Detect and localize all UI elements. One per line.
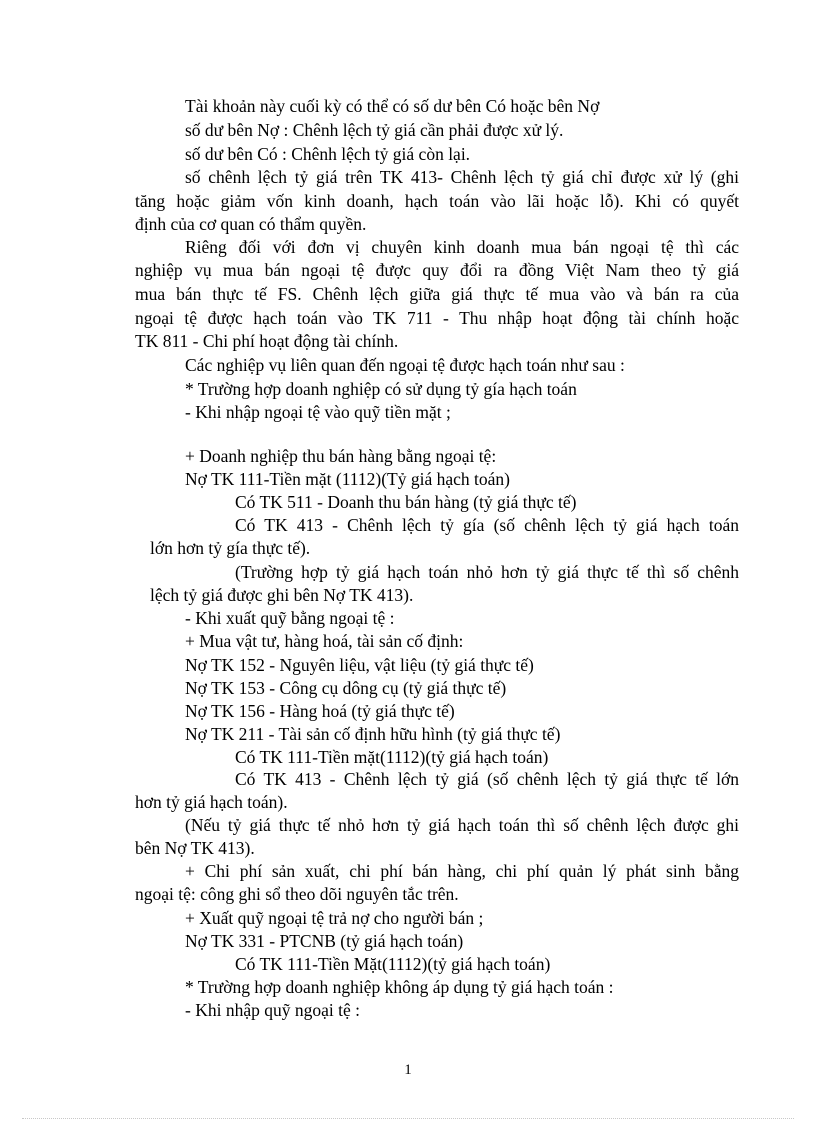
text-line: Có TK 511 - Doanh thu bán hàng (tỷ giá thực tế) bbox=[235, 492, 577, 512]
text-line: Có TK 111-Tiền mặt(1112)(tỷ giá hạch toán) bbox=[235, 747, 549, 767]
text-line: lệch tỷ giá được ghi bên Nợ TK 413). bbox=[150, 585, 414, 605]
text-line: Nợ TK 153 - Công cụ dông cụ (tỷ giá thực tế) bbox=[185, 678, 507, 698]
text-line: Các nghiệp vụ liên quan đến ngoại tệ được hạch toán như sau : bbox=[185, 355, 625, 375]
text-line: + Chi phí sản xuất, chi phí bán hàng, chi phí quản lý phát sinh bằng bbox=[185, 861, 739, 881]
text-line: Nợ TK 156 - Hàng hoá (tỷ giá thực tế) bbox=[185, 701, 455, 721]
text-line: TK 811 - Chi phí hoạt động tài chính. bbox=[135, 331, 399, 351]
text-line: + Mua vật tư, hàng hoá, tài sản cố định: bbox=[185, 631, 464, 651]
text-line: ngoại tệ được hạch toán vào TK 711 - Thu nhập hoạt động tài chính hoặc bbox=[135, 308, 739, 328]
text-line: tăng hoặc giảm vốn kinh doanh, hạch toán vào lãi hoặc lỗ). Khi có quyết bbox=[135, 191, 739, 211]
text-line: * Trường hợp doanh nghiệp không áp dụng tỷ giá hạch toán : bbox=[185, 977, 614, 997]
page-footer-divider bbox=[22, 1118, 794, 1119]
page-number: 1 bbox=[404, 1062, 412, 1078]
text-line: số chênh lệch tỷ giá trên TK 413- Chênh lệch tỷ giá chỉ được xử lý (ghi bbox=[185, 167, 739, 187]
text-line: * Trường hợp doanh nghiệp có sử dụng tỷ gía hạch toán bbox=[185, 379, 577, 399]
text-line: hơn tỷ giá hạch toán). bbox=[135, 792, 288, 812]
text-line: lớn hơn tỷ gía thực tế). bbox=[150, 538, 311, 558]
text-line: nghiệp vụ mua bán ngoại tệ được quy đổi ra đồng Việt Nam theo tỷ giá bbox=[135, 260, 739, 280]
text-line: + Doanh nghiệp thu bán hàng bằng ngoại tệ: bbox=[185, 446, 497, 466]
text-line: Nợ TK 211 - Tài sản cố định hữu hình (tỷ giá thực tế) bbox=[185, 724, 561, 744]
text-line: (Nếu tỷ giá thực tế nhỏ hơn tỷ giá hạch toán thì số chênh lệch được ghi bbox=[185, 815, 739, 835]
text-line: - Khi nhập quỹ ngoại tệ : bbox=[185, 1000, 360, 1020]
text-line: mua bán thực tế FS. Chênh lệch giữa giá thực tế mua vào và bán ra của bbox=[135, 284, 739, 304]
text-line: bên Nợ TK 413). bbox=[135, 838, 255, 858]
text-line: Nợ TK 152 - Nguyên liệu, vật liệu (tỷ giá thực tế) bbox=[185, 655, 534, 675]
text-line: số dư bên Nợ : Chênh lệch tỷ giá cần phải được xử lý. bbox=[185, 120, 564, 140]
text-line: - Khi xuất quỹ bằng ngoại tệ : bbox=[185, 608, 395, 628]
text-line: định của cơ quan có thẩm quyền. bbox=[135, 214, 367, 234]
text-line: số dư bên Có : Chênh lệch tỷ giá còn lại. bbox=[185, 144, 471, 164]
text-line: Tài khoản này cuối kỳ có thể có số dư bên Có hoặc bên Nợ bbox=[185, 96, 600, 116]
text-line: Riêng đối với đơn vị chuyên kinh doanh mua bán ngoại tệ thì các bbox=[185, 237, 739, 257]
text-line: - Khi nhập ngoại tệ vào quỹ tiền mặt ; bbox=[185, 402, 451, 422]
text-line: Có TK 413 - Chênh lệch tỷ gía (số chênh lệch tỷ giá hạch toán bbox=[235, 515, 739, 535]
text-line: (Trường hợp tỷ giá hạch toán nhỏ hơn tỷ giá thực tế thì số chênh bbox=[235, 562, 739, 582]
text-line: + Xuất quỹ ngoại tệ trả nợ cho người bán ; bbox=[185, 908, 484, 928]
text-line: Nợ TK 111-Tiền mặt (1112)(Tỷ giá hạch toán) bbox=[185, 469, 510, 489]
text-line: ngoại tệ: công ghi sổ theo dõi nguyên tắc trên. bbox=[135, 884, 459, 904]
text-line: Nợ TK 331 - PTCNB (tỷ giá hạch toán) bbox=[185, 931, 464, 951]
text-line: Có TK 111-Tiền Mặt(1112)(tỷ giá hạch toán) bbox=[235, 954, 551, 974]
text-line: Có TK 413 - Chênh lệch tỷ giá (số chênh lệch tỷ giá thực tế lớn bbox=[235, 769, 739, 789]
